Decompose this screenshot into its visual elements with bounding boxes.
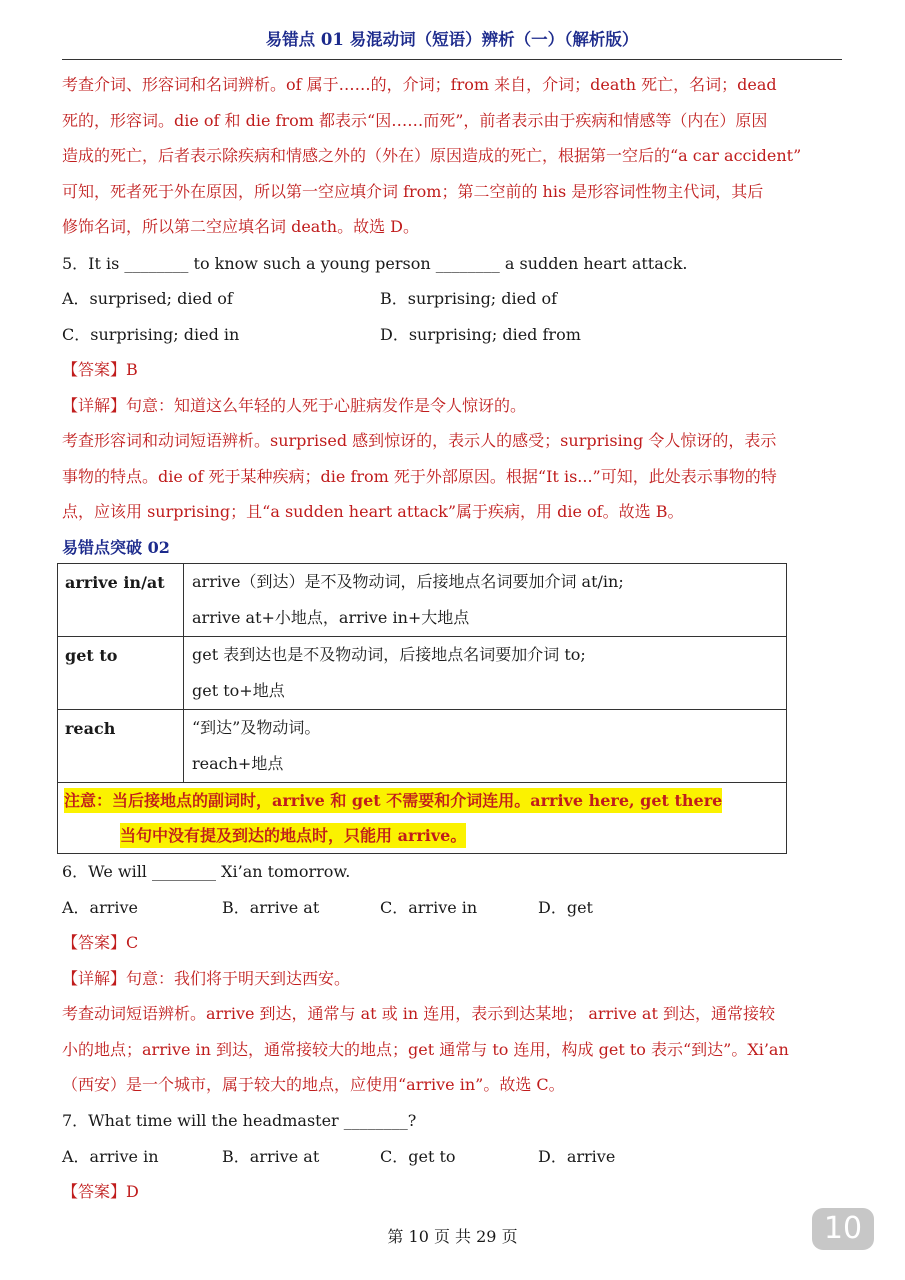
table-definition (184, 564, 787, 637)
q5-detail: 【详解】句意：知道这么年轻的人死于心脏病发作是令人惊讶的。 (62, 396, 527, 415)
table-note (58, 783, 787, 854)
table-term: reach (58, 710, 184, 783)
header-divider (62, 59, 842, 60)
q7-option-b: B．arrive at (222, 1147, 320, 1166)
q6-option-c: C．arrive in (380, 898, 478, 917)
question-6-stem: 6．We will ________ Xi’an tomorrow. (62, 862, 351, 881)
q5-option-b: B．surprising; died of (380, 289, 557, 308)
definition-line: arrive at+小地点，arrive in+大地点 (192, 608, 470, 627)
table-row (58, 637, 787, 710)
page-footer: 第 10 页 共 29 页 (387, 1227, 518, 1246)
q6-option-b: B．arrive at (222, 898, 320, 917)
q5-explain-line: 事物的特点。die of 死于某种疾病；die from 死于外部原因。根据“It is...”可知，此处表示事物的特 (62, 467, 777, 486)
q5-explain-line: 考查形容词和动词短语辨析。surprised 感到惊讶的，表示人的感受；surprising 令人惊讶的，表示 (62, 431, 777, 450)
q6-option-d: D．get (538, 898, 593, 917)
note-highlight: 注意：当后接地点的副词时，arrive 和 get 不需要和介词连用。arrive here, get there (64, 788, 722, 813)
question-7-stem: 7．What time will the headmaster ________? (62, 1111, 417, 1130)
q6-answer: 【答案】C (62, 933, 139, 952)
table-definition (184, 637, 787, 710)
q7-option-d: D．arrive (538, 1147, 616, 1166)
q6-explain-line: 考查动词短语辨析。arrive 到达，通常与 at 或 in 连用，表示到达某地； arrive at 到达，通常接较 (62, 1004, 775, 1023)
q5-option-a: A．surprised; died of (62, 289, 233, 308)
explain-line: 死的，形容词。die of 和 die from 都表示“因……而死”，前者表示由于疾病和情感等（内在）原因 (62, 111, 768, 130)
definition-line: get 表到达也是不及物动词，后接地点名词要加介词 to; (192, 645, 586, 664)
definition-line: get to+地点 (192, 681, 285, 700)
definition-line: “到达”及物动词。 (192, 718, 321, 737)
q5-answer: 【答案】B (62, 360, 138, 379)
table-term: arrive in/at (58, 564, 184, 637)
q5-option-d: D．surprising; died from (380, 325, 581, 344)
q7-option-c: C．get to (380, 1147, 456, 1166)
q7-option-a: A．arrive in (62, 1147, 159, 1166)
definition-line: arrive（到达）是不及物动词，后接地点名词要加介词 at/in; (192, 572, 624, 591)
section-title: 易错点突破 02 (62, 538, 170, 557)
q5-option-c: C．surprising; died in (62, 325, 240, 344)
page-title: 易错点 01 易混动词（短语）辨析（一）（解析版） (265, 30, 639, 49)
note-highlight: 当句中没有提及到达的地点时，只能用 arrive。 (120, 823, 466, 848)
explain-line: 考查介词、形容词和名词辨析。of 属于……的，介词；from 来自，介词；death 死亡，名词；dead (62, 75, 777, 94)
table-note-row (58, 783, 787, 854)
q5-explain-line: 点，应该用 surprising；且“a sudden heart attack”属于疾病，用 die of。故选 B。 (62, 502, 684, 521)
table-row (58, 710, 787, 783)
table-definition (184, 710, 787, 783)
definition-line: reach+地点 (192, 754, 284, 773)
page-number-badge[interactable]: 10 (812, 1208, 874, 1250)
q6-detail: 【详解】句意：我们将于明天到达西安。 (62, 969, 351, 988)
explain-line: 造成的死亡，后者表示除疾病和情感之外的（外在）原因造成的死亡，根据第一空后的“a car accident” (62, 146, 802, 165)
table-term: get to (58, 637, 184, 710)
q6-explain-line: 小的地点；arrive in 到达，通常接较大的地点；get 通常与 to 连用，构成 get to 表示“到达”。Xi’an (62, 1040, 789, 1059)
explain-line: 可知，死者死于外在原因，所以第一空应填介词 from；第二空前的 his 是形容词性物主代词，其后 (62, 182, 764, 201)
comparison-table (57, 563, 787, 854)
q7-answer: 【答案】D (62, 1182, 139, 1201)
question-5-stem: 5．It is ________ to know such a young person ________ a sudden heart attack. (62, 254, 688, 273)
table-row (58, 564, 787, 637)
q6-option-a: A．arrive (62, 898, 139, 917)
explain-line: 修饰名词，所以第二空应填名词 death。故选 D。 (62, 217, 419, 236)
q6-explain-line: （西安）是一个城市，属于较大的地点，应使用“arrive in”。故选 C。 (62, 1075, 565, 1094)
